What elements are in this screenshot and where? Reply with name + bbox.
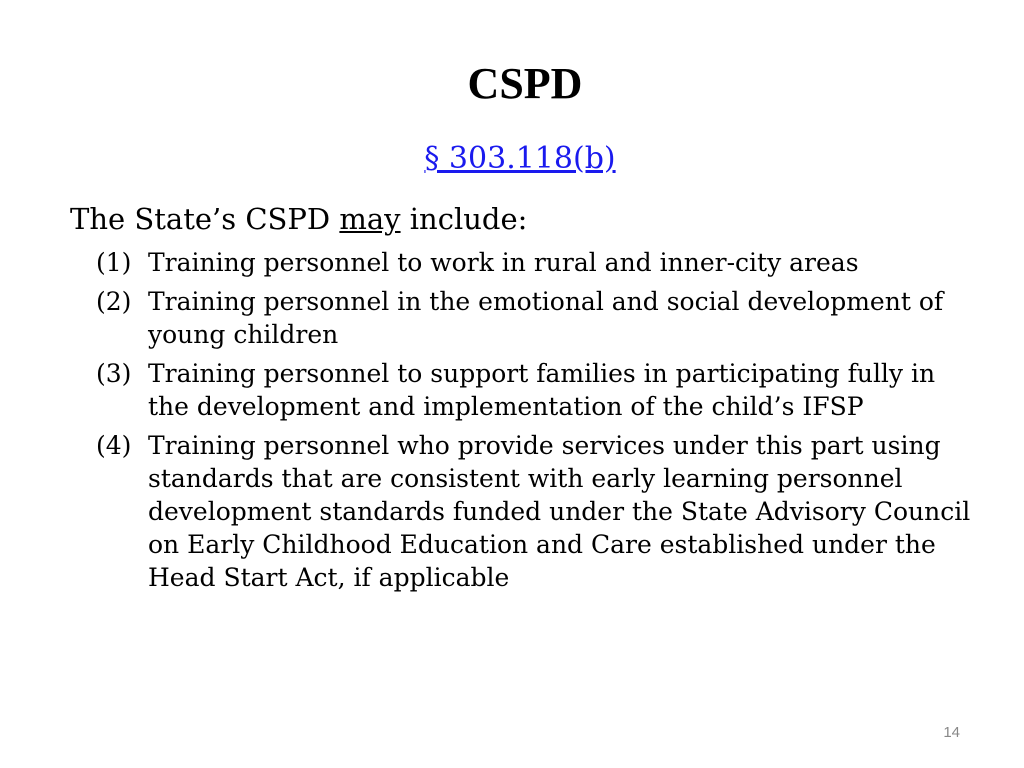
slide-title: CSPD xyxy=(467,59,583,108)
item-number: (1) xyxy=(96,248,132,277)
item-text: Training personnel to support families in participating fully in the development and implementation of the child’s IFSP xyxy=(148,359,936,421)
list-item xyxy=(96,357,976,423)
item-number: (2) xyxy=(96,287,132,316)
item-number: (4) xyxy=(96,431,132,460)
item-text: Training personnel who provide services under this part using standards that are consistent with early learning personnel development standards funded under the State Advisory Council on Early Childhood Education and Care established under the Head Start Act, if applicable xyxy=(148,431,971,592)
intro-line xyxy=(70,200,527,238)
item-text: Training personnel to work in rural and inner-city areas xyxy=(148,248,859,277)
intro-text-before: The State’s CSPD xyxy=(70,202,340,236)
list-item xyxy=(96,246,976,279)
requirement-list xyxy=(96,246,976,600)
slide-number: 14 xyxy=(943,724,960,741)
list-item xyxy=(96,285,976,351)
item-text: Training personnel in the emotional and social development of young children xyxy=(148,287,944,349)
intro-text-after: include: xyxy=(400,202,528,236)
item-number: (3) xyxy=(96,359,132,388)
list-item xyxy=(96,429,976,594)
intro-emphasis: may xyxy=(339,202,401,236)
citation xyxy=(0,140,1024,178)
citation-link[interactable]: § 303.118(b) xyxy=(424,141,616,176)
